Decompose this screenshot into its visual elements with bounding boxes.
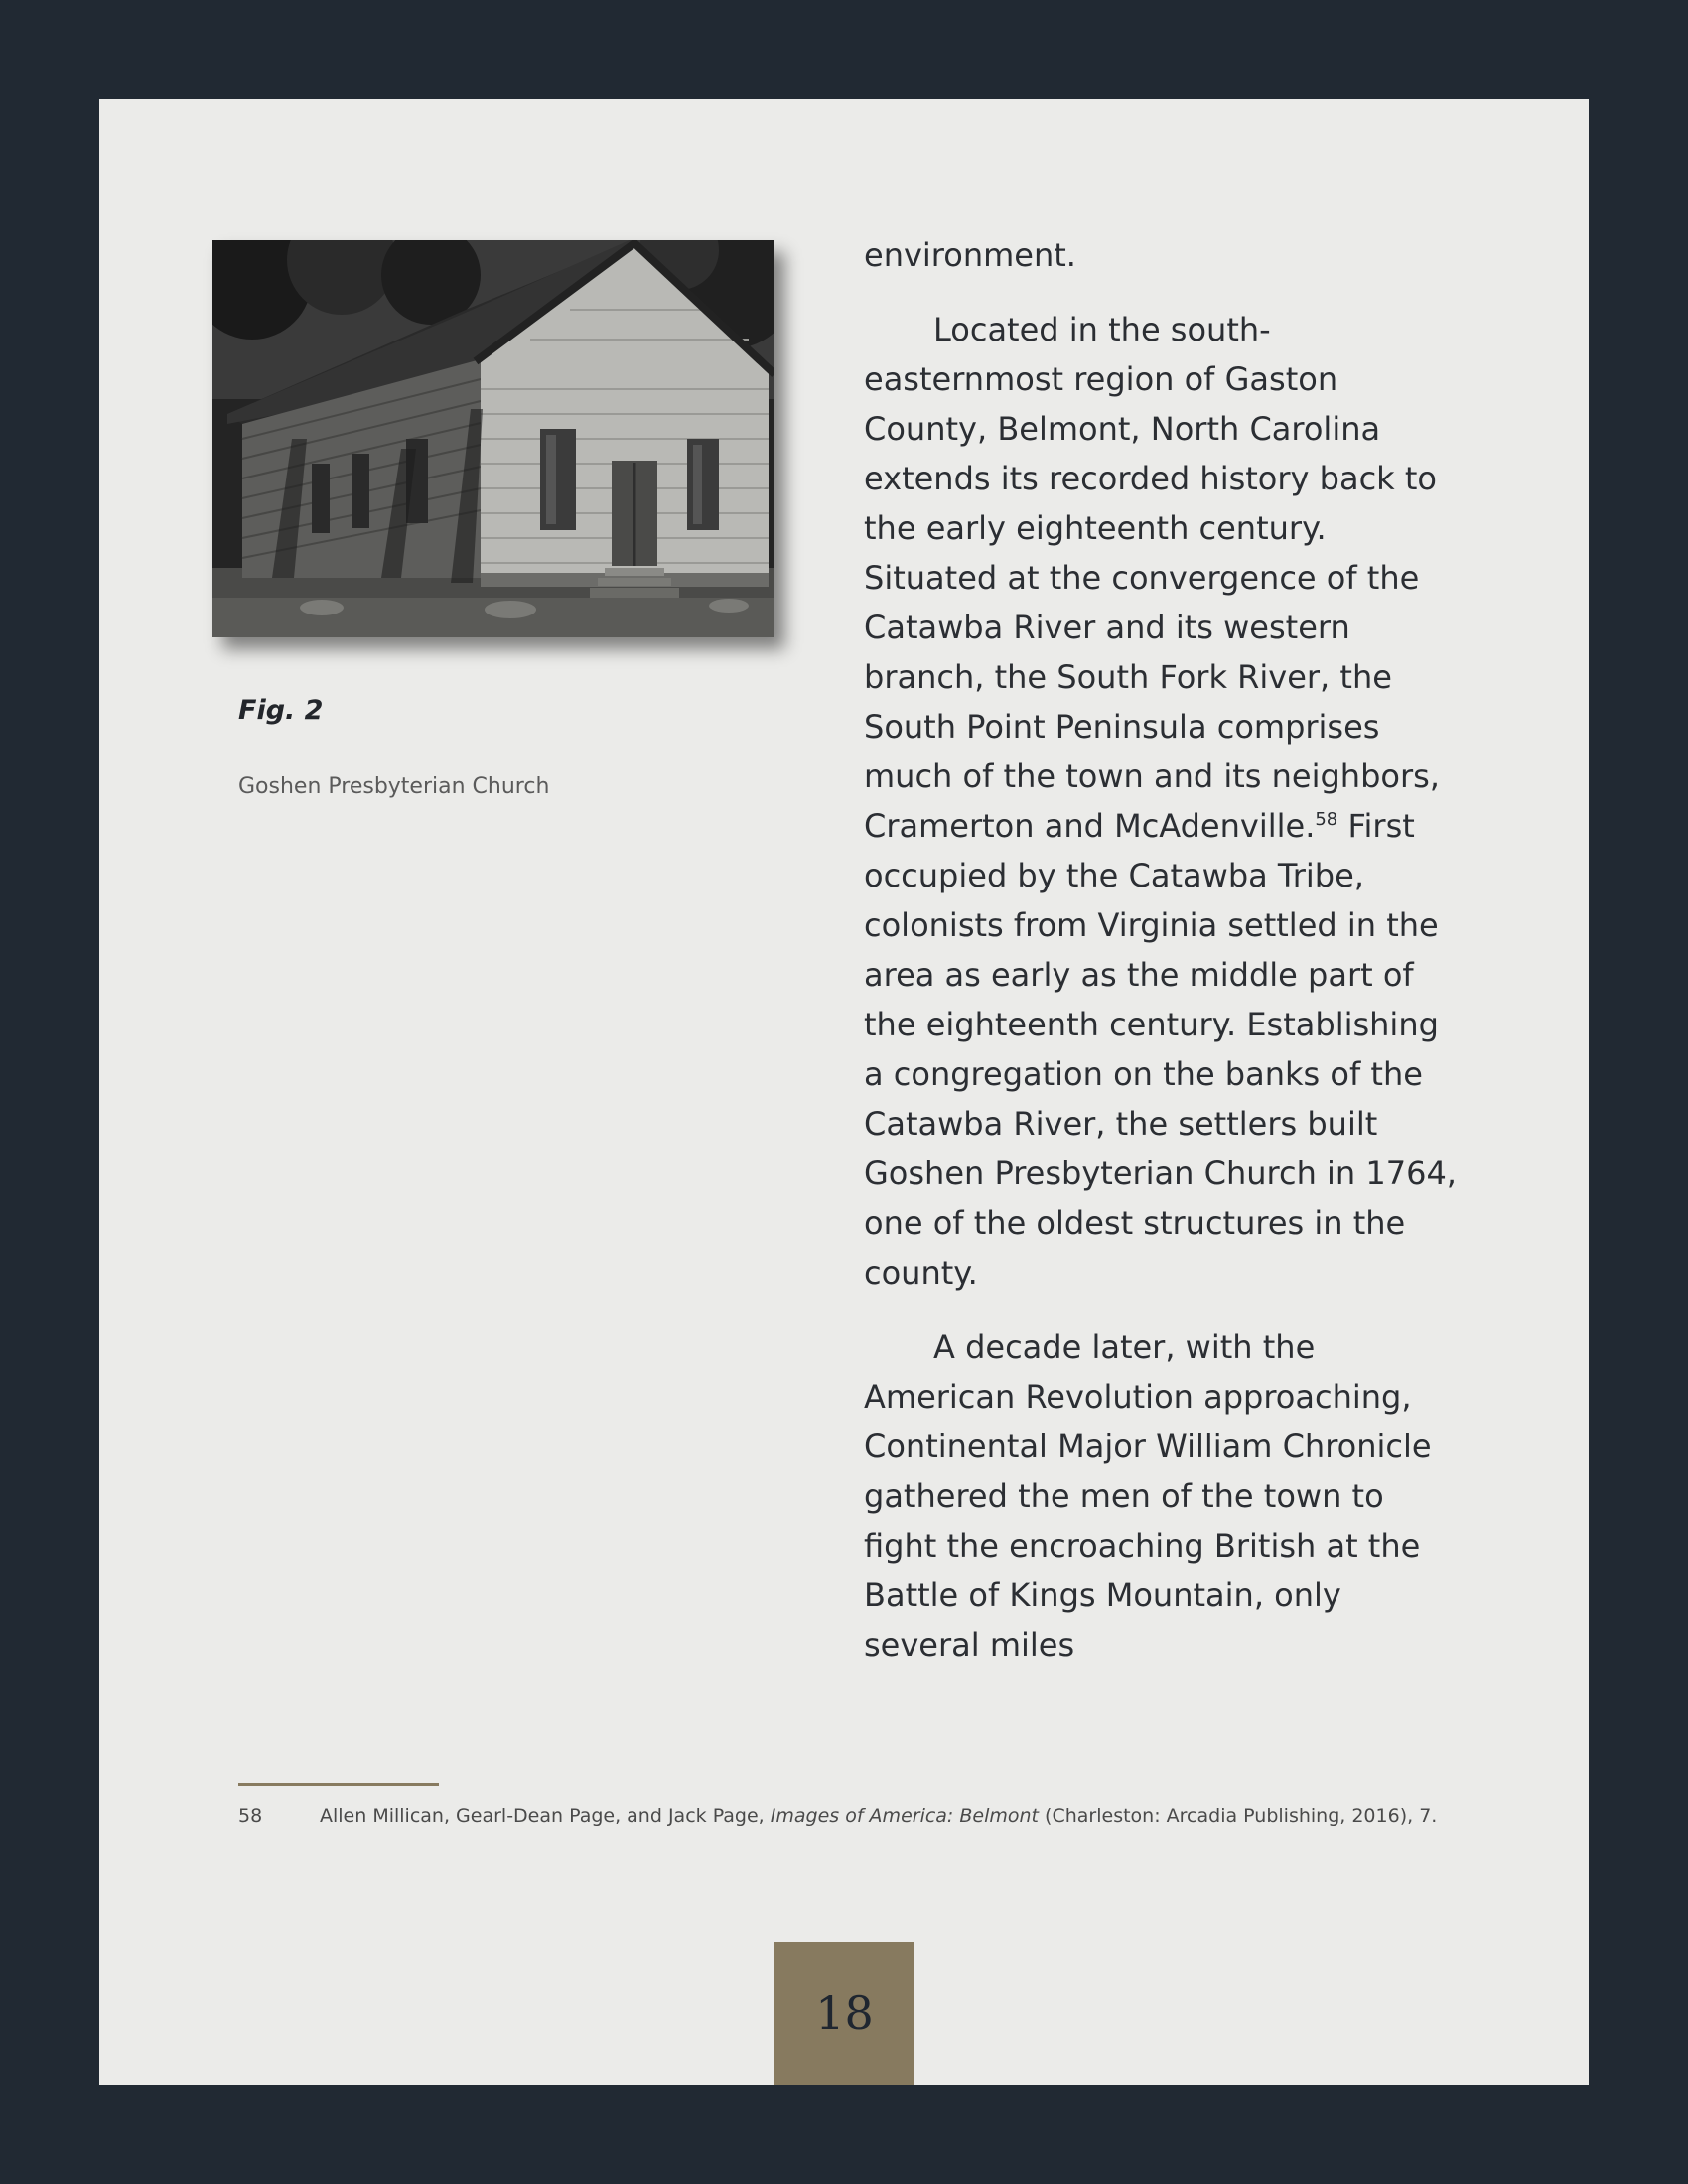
paragraph-2 — [864, 305, 1460, 1297]
footnote-book-title: Images of America: Belmont — [770, 1805, 1040, 1827]
footnote-divider — [238, 1783, 439, 1786]
footnote-text-a: Allen Millican, Gearl-Dean Page, and Jack Page, — [320, 1805, 771, 1827]
paragraph-1: environment. — [864, 236, 1076, 274]
paragraph-2-text-b: First occupied by the Catawba Tribe, colonists from Virginia settled in the area as early as the middle part of the eighteenth century. Establishing a congregation on the banks of the Catawba River, the settlers built Goshen Presbyterian Church in 1764, one of the oldest structures in the county. — [864, 807, 1457, 1292]
footnote — [238, 1805, 1437, 1827]
footnote-number: 58 — [238, 1805, 263, 1827]
page-number: 18 — [774, 1942, 914, 2085]
paragraph-2-text-a: Located in the south-easternmost region of Gaston County, Belmont, North Carolina extends its recorded history back to the early eighteenth century. Situated at the convergence of the Catawba River and its western branch, the South Fork River, the South Point Peninsula comprises much of the town and its neighbors, Cramerton and McAdenville. — [864, 311, 1440, 845]
figure-label: Fig. 2 — [238, 695, 324, 726]
footnote-reference: 58 — [1315, 809, 1338, 830]
church-photo — [212, 240, 774, 637]
paragraph-3: A decade later, with the American Revolution approaching, Continental Major William Chronicle gathered the men of the town to fight the encroaching British at the Battle of Kings Mountain, only several miles — [864, 1328, 1432, 1664]
document-page — [99, 99, 1589, 2085]
figure-caption: Goshen Presbyterian Church — [238, 774, 550, 799]
body-text — [864, 230, 1460, 1695]
footnote-text-b: (Charleston: Arcadia Publishing, 2016), 7. — [1039, 1805, 1438, 1827]
